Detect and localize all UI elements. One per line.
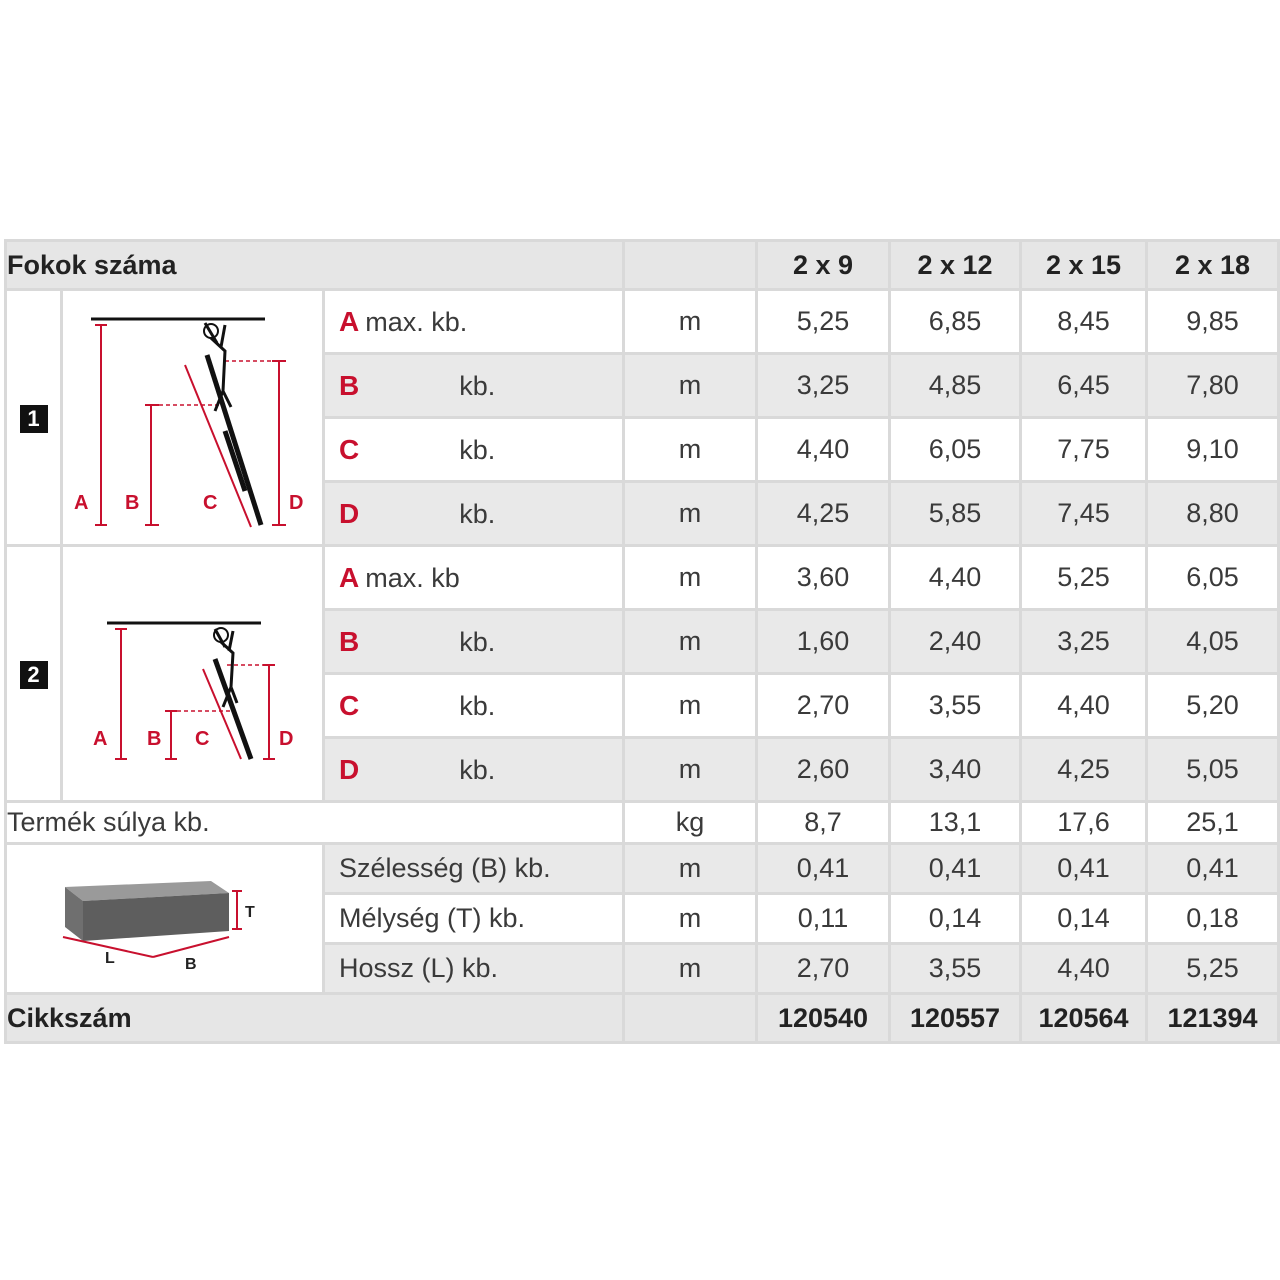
- s2-row-d-v2: 3,40: [890, 738, 1021, 802]
- section2-badge: 2: [20, 661, 48, 689]
- s1-row-c-label: C kb.: [324, 418, 624, 482]
- s1-label-a: A: [73, 492, 88, 514]
- section2-row-a: [6, 546, 1279, 610]
- model-2x15: 2 x 15: [1021, 241, 1147, 290]
- pkg-label-l: L: [105, 950, 115, 967]
- s1-row-b-label: B kb.: [324, 354, 624, 418]
- s2-row-c-v2: 3,55: [890, 674, 1021, 738]
- pkg-width-v3: 0,41: [1021, 844, 1147, 894]
- s2-row-a-v4: 6,05: [1147, 546, 1279, 610]
- weight-v2: 13,1: [890, 802, 1021, 844]
- pkg-width-v1: 0,41: [757, 844, 890, 894]
- s1-row-c-v4: 9,10: [1147, 418, 1279, 482]
- article-v1: 120540: [757, 994, 890, 1043]
- article-label: Cikkszám: [6, 994, 624, 1043]
- header-unit-cell: [624, 241, 757, 290]
- s2-row-c-label: C kb.: [324, 674, 624, 738]
- ladder-spec-table: [4, 239, 1280, 1044]
- s1-label-d: D: [288, 492, 303, 514]
- weight-v1: 8,7: [757, 802, 890, 844]
- article-unit-cell: [624, 994, 757, 1043]
- article-v4: 121394: [1147, 994, 1279, 1043]
- s1-row-a-v4: 9,85: [1147, 290, 1279, 354]
- weight-v4: 25,1: [1147, 802, 1279, 844]
- section2-badge-cell: [6, 546, 62, 802]
- s1-row-d-v2: 5,85: [890, 482, 1021, 546]
- model-2x18: 2 x 18: [1147, 241, 1279, 290]
- s2-row-d-v3: 4,25: [1021, 738, 1147, 802]
- s2-row-c-v4: 5,20: [1147, 674, 1279, 738]
- s2-row-a-v1: 3,60: [757, 546, 890, 610]
- s1-row-b-v2: 4,85: [890, 354, 1021, 418]
- s2-row-c-v3: 4,40: [1021, 674, 1147, 738]
- s2-label-a: A: [92, 728, 107, 750]
- s1-row-a-v3: 8,45: [1021, 290, 1147, 354]
- model-2x9: 2 x 9: [757, 241, 890, 290]
- pkg-depth-label: Mélység (T) kb.: [324, 894, 624, 944]
- s1-row-c-v1: 4,40: [757, 418, 890, 482]
- model-2x12: 2 x 12: [890, 241, 1021, 290]
- pkg-width-v4: 0,41: [1147, 844, 1279, 894]
- s2-row-a-unit: m: [624, 546, 757, 610]
- s2-row-d-unit: m: [624, 738, 757, 802]
- weight-label: Termék súlya kb.: [6, 802, 624, 844]
- s1-label-c: C: [202, 492, 217, 514]
- pkg-length-v4: 5,25: [1147, 944, 1279, 994]
- pkg-depth-v4: 0,18: [1147, 894, 1279, 944]
- s2-row-a-v2: 4,40: [890, 546, 1021, 610]
- package-row-width: [6, 844, 1279, 894]
- s2-label-b: B: [146, 728, 161, 750]
- weight-row: [6, 802, 1279, 844]
- pkg-depth-v2: 0,14: [890, 894, 1021, 944]
- pkg-depth-v3: 0,14: [1021, 894, 1147, 944]
- section1-diagram-cell: [62, 290, 324, 546]
- s2-row-d-v1: 2,60: [757, 738, 890, 802]
- section1-badge-cell: [6, 290, 62, 546]
- s2-row-b-unit: m: [624, 610, 757, 674]
- pkg-length-label: Hossz (L) kb.: [324, 944, 624, 994]
- section1-row-a: [6, 290, 1279, 354]
- section2-diagram-cell: [62, 546, 324, 802]
- s1-row-b-v1: 3,25: [757, 354, 890, 418]
- section1-badge: 1: [20, 405, 48, 433]
- pkg-length-v3: 4,40: [1021, 944, 1147, 994]
- s1-row-a-unit: m: [624, 290, 757, 354]
- s1-row-d-v1: 4,25: [757, 482, 890, 546]
- s2-row-b-label: B kb.: [324, 610, 624, 674]
- s2-row-a-v3: 5,25: [1021, 546, 1147, 610]
- s1-label-b: B: [124, 492, 139, 514]
- s2-row-b-v1: 1,60: [757, 610, 890, 674]
- pkg-length-unit: m: [624, 944, 757, 994]
- weight-unit: kg: [624, 802, 757, 844]
- package-diagram-cell: [6, 844, 324, 994]
- s2-row-d-label: D kb.: [324, 738, 624, 802]
- pkg-width-label: Szélesség (B) kb.: [324, 844, 624, 894]
- pkg-label-b: B: [185, 956, 197, 973]
- s2-row-b-v4: 4,05: [1147, 610, 1279, 674]
- ladder-diagram-2-icon: [65, 547, 321, 793]
- s1-row-b-v4: 7,80: [1147, 354, 1279, 418]
- s2-row-a-label: A max. kb: [324, 546, 624, 610]
- s1-row-a-label: A max. kb.: [324, 290, 624, 354]
- s1-row-d-unit: m: [624, 482, 757, 546]
- article-v2: 120557: [890, 994, 1021, 1043]
- s1-row-d-label: D kb.: [324, 482, 624, 546]
- package-box-icon: [7, 845, 319, 985]
- s2-row-b-v3: 3,25: [1021, 610, 1147, 674]
- article-row: [6, 994, 1279, 1043]
- s1-row-a-v1: 5,25: [757, 290, 890, 354]
- s2-row-d-v4: 5,05: [1147, 738, 1279, 802]
- pkg-label-t: T: [245, 904, 255, 921]
- article-v3: 120564: [1021, 994, 1147, 1043]
- s2-row-c-unit: m: [624, 674, 757, 738]
- pkg-length-v1: 2,70: [757, 944, 890, 994]
- s2-label-c: C: [194, 728, 209, 750]
- s2-label-d: D: [278, 728, 293, 750]
- s2-row-b-v2: 2,40: [890, 610, 1021, 674]
- header-row: [6, 241, 1279, 290]
- pkg-width-v2: 0,41: [890, 844, 1021, 894]
- steps-count-heading: Fokok száma: [6, 241, 624, 290]
- s1-row-a-v2: 6,85: [890, 290, 1021, 354]
- pkg-width-unit: m: [624, 844, 757, 894]
- s1-row-d-v3: 7,45: [1021, 482, 1147, 546]
- pkg-length-v2: 3,55: [890, 944, 1021, 994]
- s1-row-c-v2: 6,05: [890, 418, 1021, 482]
- weight-v3: 17,6: [1021, 802, 1147, 844]
- s1-row-d-v4: 8,80: [1147, 482, 1279, 546]
- ladder-diagram-1-icon: [65, 291, 321, 537]
- s1-row-b-unit: m: [624, 354, 757, 418]
- s2-row-c-v1: 2,70: [757, 674, 890, 738]
- s1-row-b-v3: 6,45: [1021, 354, 1147, 418]
- s1-row-c-v3: 7,75: [1021, 418, 1147, 482]
- pkg-depth-unit: m: [624, 894, 757, 944]
- pkg-depth-v1: 0,11: [757, 894, 890, 944]
- s1-row-c-unit: m: [624, 418, 757, 482]
